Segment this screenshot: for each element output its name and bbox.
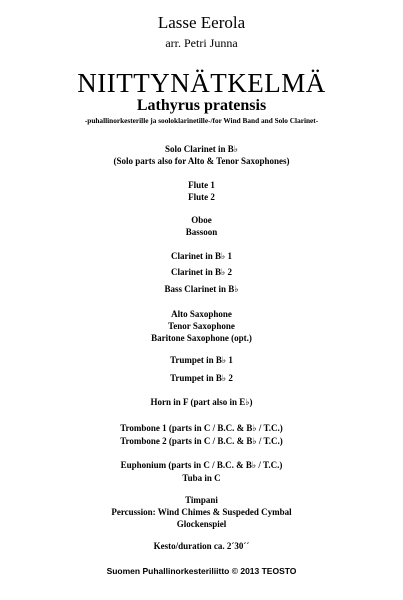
instrument-line: Trombone 1 (parts in C / B.C. & B♭ / T.C.): [120, 423, 283, 433]
instrument-line: Flute 1: [188, 180, 215, 190]
instrument-line: Bass Clarinet in B♭: [164, 284, 239, 294]
publisher-footer: Suomen Puhallinorkesteriliitto © 2013 TEOSTO: [106, 566, 297, 576]
composer-name: Lasse Eerola: [157, 13, 246, 32]
instrument-line: Tuba in C: [182, 473, 221, 483]
instrument-line: Euphonium (parts in C / B.C. & B♭ / T.C.): [120, 460, 283, 470]
instrument-line: Glockenspiel: [176, 519, 227, 529]
instrument-line: Baritone Saxophone (opt.): [151, 333, 252, 343]
instrument-line: (Solo parts also for Alto & Tenor Saxophones): [113, 156, 290, 166]
instrument-line: Bassoon: [185, 227, 218, 237]
instrument-line: Trumpet in B♭ 2: [170, 373, 233, 383]
instrument-line: Trumpet in B♭ 1: [170, 355, 233, 365]
piece-tagline: -puhallinorkesterille ja sooloklarinetille-/for Wind Band and Solo Clarinet-: [84, 116, 319, 125]
instrument-line: Tenor Saxophone: [168, 321, 235, 331]
instrument-line: Solo Clarinet in B♭: [164, 144, 238, 154]
instrument-line: Oboe: [191, 215, 212, 225]
instrument-line: Alto Saxophone: [171, 309, 232, 319]
instrument-line: Horn in F (part also in E♭): [150, 397, 253, 407]
piece-subtitle: Lathyrus pratensis: [136, 97, 267, 114]
instrument-line: Clarinet in B♭ 1: [171, 251, 232, 261]
instrument-line: Flute 2: [188, 192, 215, 202]
instrument-line: Clarinet in B♭ 2: [171, 267, 232, 277]
duration-line: Kesto/duration ca. 2´30´´: [153, 541, 250, 551]
instrument-line: Percussion: Wind Chimes & Suspeded Cymbal: [111, 507, 292, 517]
piece-title: NIITTYNÄTKELMÄ: [77, 68, 326, 98]
arranger-credit: arr. Petri Junna: [165, 36, 238, 50]
instrument-line: Trombone 2 (parts in C / B.C. & B♭ / T.C.): [120, 436, 283, 446]
instrument-line: Timpani: [185, 495, 218, 505]
